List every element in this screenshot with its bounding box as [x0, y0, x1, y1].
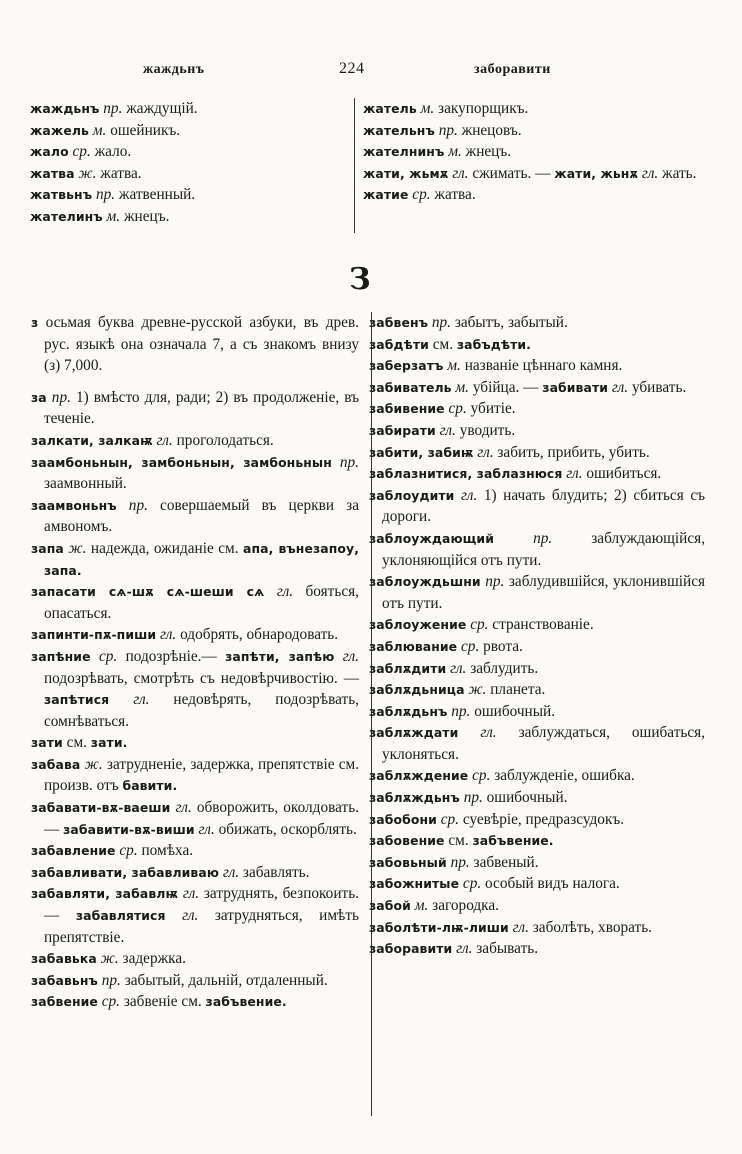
part-of-speech: ж.: [468, 681, 487, 699]
part-of-speech: гл.: [156, 431, 173, 449]
dictionary-entry: [363, 184, 709, 206]
part-of-speech: гл.: [512, 918, 529, 936]
definition: забвеный.: [473, 853, 539, 871]
dictionary-entry: [369, 420, 705, 442]
part-of-speech: гл.: [566, 465, 583, 483]
headword: заамбоньнын, замбоньнын, замбоньнын: [31, 454, 332, 470]
headword: зати: [31, 735, 63, 751]
part-of-speech: ж.: [68, 539, 87, 557]
headword: запѣние: [31, 648, 91, 664]
part-of-speech: ср.: [101, 993, 120, 1011]
definition: странствованіе.: [492, 616, 594, 634]
definition: убитіе.: [470, 400, 516, 418]
definition: заблудившійся, уклонившійся отъ пути.: [382, 573, 706, 612]
headword: залкати, залкаѭ: [31, 432, 153, 448]
headword: заблѫждьнъ: [369, 790, 460, 806]
definition: ошибочный.: [486, 789, 568, 807]
definition: жать.: [662, 164, 697, 182]
cross-reference: забъвение.: [472, 833, 554, 849]
dictionary-entry: [369, 787, 705, 809]
dictionary-entry: [31, 797, 359, 840]
top-left-column: [30, 98, 348, 228]
part-of-speech: м.: [414, 897, 429, 915]
dictionary-entry: [369, 701, 705, 723]
part-of-speech: ж.: [100, 950, 119, 968]
cross-reference: зати.: [90, 735, 128, 751]
dictionary-entry: [369, 398, 705, 420]
definition: жаждущій.: [126, 100, 198, 117]
part-of-speech: гл.: [456, 940, 473, 958]
dictionary-entry: [369, 809, 705, 831]
dictionary-entry: [369, 614, 705, 636]
headword: запѣти, запѣю: [225, 648, 335, 664]
headword: забой: [369, 898, 411, 914]
definition: жнецъ.: [465, 143, 512, 161]
part-of-speech: м.: [455, 378, 470, 396]
part-of-speech: ср.: [461, 637, 480, 655]
part-of-speech: гл.: [198, 820, 215, 838]
headword: заблоужение: [369, 617, 467, 633]
dictionary-entry: [369, 938, 705, 960]
part-of-speech: гл.: [182, 885, 200, 903]
headword: забавька: [31, 951, 97, 967]
headword: заберзатъ: [369, 358, 444, 374]
dictionary-entry: [369, 377, 705, 399]
dictionary-entry: [31, 452, 359, 495]
definition: подозрѣніе.—: [125, 647, 217, 665]
headword: забавити-вѫ-виши: [63, 821, 195, 837]
column-divider-top: [354, 98, 355, 233]
part-of-speech: м.: [448, 143, 462, 161]
part-of-speech: пр.: [485, 573, 505, 591]
part-of-speech: пр.: [128, 496, 148, 514]
headword: заблювание: [369, 638, 458, 654]
definition: забвеніе см.: [123, 993, 202, 1011]
dictionary-entry: [31, 862, 359, 884]
definition: см.: [66, 734, 87, 752]
dictionary-entry: [363, 98, 709, 120]
headword: забиватель: [369, 379, 452, 395]
headword: заблѫдьнъ: [369, 703, 448, 719]
dictionary-entry: [369, 485, 705, 528]
definition: обижать, оскорблять.: [218, 820, 357, 838]
definition: ошейникъ.: [110, 121, 181, 139]
headword: жатва: [30, 165, 75, 181]
headword: жатвьнъ: [30, 187, 93, 203]
part-of-speech: гл.: [450, 659, 467, 677]
definition: забывать.: [476, 940, 539, 958]
headword: забожнитые: [369, 876, 460, 892]
part-of-speech: гл.: [641, 164, 659, 182]
part-of-speech: ср.: [412, 186, 431, 204]
headword: забавати-вѫ-ваеши: [31, 800, 171, 816]
definition: см.: [432, 335, 454, 353]
dictionary-entry: [363, 120, 709, 142]
definition: бояться, опасаться.: [44, 583, 359, 622]
headword: забобони: [369, 811, 437, 827]
headword: забавлятися: [75, 908, 166, 924]
definition: названіе цѣннаго камня.: [464, 357, 623, 375]
part-of-speech: ср.: [72, 143, 91, 161]
part-of-speech: пр.: [533, 529, 553, 547]
part-of-speech: ср.: [462, 875, 482, 893]
headword: жатие: [363, 187, 409, 203]
part-of-speech: пр.: [51, 388, 71, 406]
headword: жателнинъ: [363, 144, 445, 160]
part-of-speech: гл.: [276, 583, 294, 601]
dictionary-entry: [369, 917, 705, 939]
headword: забдѣти: [369, 336, 429, 352]
running-head-right: заборавити: [474, 62, 551, 77]
cross-reference: апа, вънезапоу, запа.: [44, 540, 359, 578]
headword: забити, забиѭ: [369, 444, 474, 460]
headword: жательнъ: [363, 122, 435, 138]
part-of-speech: пр.: [438, 121, 458, 139]
dictionary-entry: [31, 312, 359, 377]
part-of-speech: гл.: [611, 378, 629, 396]
definition: жатва.: [100, 164, 142, 182]
definition: затрудняться, имѣть препятствіе.: [44, 907, 359, 946]
definition: ошибиться.: [586, 465, 662, 483]
dictionary-entry: [369, 658, 705, 680]
definition: затрудненіе, задержка, препятствіе см. произв. отъ: [44, 755, 360, 795]
definition: заамвонный.: [44, 475, 127, 493]
part-of-speech: пр.: [431, 314, 451, 331]
definition: задержка.: [122, 950, 186, 968]
dictionary-entry: [30, 184, 348, 206]
definition: убійца. —: [472, 378, 539, 396]
dictionary-entry: [31, 883, 359, 948]
part-of-speech: м.: [420, 100, 435, 117]
definition: жало.: [94, 143, 132, 161]
definition: жатвенный.: [118, 186, 196, 204]
part-of-speech: пр.: [103, 100, 123, 117]
dictionary-entry: [369, 355, 705, 377]
page-number: 224: [339, 60, 365, 77]
part-of-speech: гл.: [160, 626, 177, 644]
part-of-speech: гл.: [175, 799, 192, 817]
cross-reference: забъвение.: [205, 994, 287, 1010]
part-of-speech: ср.: [470, 616, 489, 634]
dictionary-entry: [31, 495, 359, 538]
dictionary-entry: [369, 895, 705, 917]
definition: ошибочный.: [474, 702, 556, 720]
definition: забить, прибить, убить.: [497, 443, 650, 461]
headword: заблѫждение: [369, 768, 469, 784]
headword: жатель: [363, 101, 417, 116]
definition: подозрѣвать, смотрѣть съ недовѣрчивостію. —: [44, 669, 359, 687]
running-head-left: жаждьнъ: [143, 62, 205, 77]
part-of-speech: ж.: [78, 164, 97, 182]
headword: заблѫдити: [369, 660, 447, 676]
headword: забвенъ: [369, 315, 429, 330]
part-of-speech: гл.: [452, 164, 469, 182]
definition: проголодаться.: [176, 431, 274, 449]
part-of-speech: гл.: [439, 421, 456, 439]
definition: суевѣріе, предразсудокъ.: [462, 810, 625, 828]
dictionary-entry: [369, 571, 705, 614]
headword: запѣтися: [44, 692, 110, 708]
headword: жажель: [30, 122, 89, 138]
definition: затруднять, безпокоить. —: [44, 885, 360, 925]
dictionary-entry: [369, 442, 705, 464]
headword: запа: [31, 540, 64, 556]
headword: з: [31, 315, 39, 330]
part-of-speech: пр.: [463, 789, 483, 807]
headword: забава: [31, 756, 81, 772]
main-right-column: [369, 312, 705, 960]
headword: заблазнитися, заблазнюся: [369, 466, 563, 482]
part-of-speech: гл.: [480, 724, 497, 742]
definition: заблуждаться, ошибаться, уклоняться.: [382, 724, 706, 763]
headword: заблоуждающий: [369, 530, 494, 546]
definition: жнецъ.: [123, 207, 170, 225]
headword: запасати сѧ-шѫ сѧ-шеши сѧ: [31, 584, 265, 600]
headword: забирати: [369, 422, 436, 438]
part-of-speech: м.: [92, 121, 107, 139]
definition: заблудить.: [470, 659, 539, 677]
dictionary-entry: [31, 991, 359, 1013]
headword: заболѣти-лѭ-лиши: [369, 919, 509, 935]
headword: за: [31, 389, 47, 405]
dictionary-entry: [31, 732, 359, 754]
headword: запинти-пѫ-пиши: [31, 627, 157, 643]
part-of-speech: ср.: [448, 400, 467, 418]
dictionary-entry: [30, 141, 348, 163]
headword: заборавити: [369, 941, 453, 957]
headword: забавляти, забавлѭ: [31, 886, 179, 902]
definition: рвота.: [483, 637, 523, 655]
definition: 1) начать блудить; 2) сбиться съ дороги.: [382, 486, 706, 526]
cross-reference: забъдѣти.: [456, 336, 531, 352]
dictionary-entry: [30, 120, 348, 142]
dictionary-entry: [369, 765, 705, 787]
definition: помѣха.: [141, 842, 194, 860]
dictionary-entry: [369, 312, 705, 334]
headword: жаждьнъ: [30, 101, 100, 116]
headword: забавливати, забавливаю: [31, 864, 219, 880]
definition: заблуждающійся, уклоняющійся отъ пути.: [382, 529, 706, 569]
part-of-speech: гл.: [133, 691, 150, 709]
dictionary-entry: [31, 387, 359, 430]
headword: заамвоньнъ: [31, 497, 117, 513]
dictionary-entry: [369, 873, 705, 895]
headword: жати, жьмѫ: [363, 165, 449, 181]
definition: жатва.: [434, 186, 476, 204]
headword: забавьнъ: [31, 972, 98, 988]
part-of-speech: гл.: [461, 486, 478, 504]
dictionary-entry: [31, 840, 359, 862]
definition: забавлять.: [242, 863, 310, 881]
part-of-speech: гл.: [342, 647, 359, 665]
headword: жателинъ: [30, 208, 103, 224]
top-right-column: [363, 98, 709, 206]
part-of-speech: гл.: [182, 907, 199, 925]
part-of-speech: ср.: [472, 767, 491, 785]
dictionary-entry: [31, 646, 359, 732]
headword: заблѫдьница: [369, 682, 465, 698]
definition: убивать.: [631, 378, 687, 396]
headword: жало: [30, 144, 69, 160]
definition: сжимать. —: [472, 164, 551, 182]
dictionary-entry: [369, 636, 705, 658]
headword: забивение: [369, 401, 445, 417]
part-of-speech: м.: [447, 357, 461, 375]
definition: загородка.: [432, 897, 499, 915]
dictionary-entry: [369, 463, 705, 485]
part-of-speech: пр.: [101, 971, 121, 989]
definition: уводить.: [459, 421, 516, 439]
dictionary-entry: [31, 948, 359, 970]
dictionary-entry: [30, 163, 348, 185]
headword: заблоуждьшни: [369, 574, 481, 590]
cross-reference: бавити.: [122, 778, 178, 794]
headword: жати, жьнѫ: [554, 165, 639, 181]
dictionary-entry: [31, 430, 359, 452]
part-of-speech: пр.: [95, 186, 116, 204]
definition: планета.: [490, 681, 546, 699]
part-of-speech: ж.: [84, 755, 103, 773]
dictionary-entry: [31, 970, 359, 992]
definition: закупорщикъ.: [438, 100, 529, 117]
definition: заболѣть, хворать.: [532, 918, 653, 936]
headword: забавление: [31, 843, 116, 859]
definition: 1) вмѣсто для, ради; 2) въ продолженіе, въ теченіе.: [44, 388, 360, 428]
definition: забытый, дальній, отдаленный.: [124, 971, 328, 989]
part-of-speech: ср.: [440, 810, 460, 828]
dictionary-entry: [369, 722, 705, 765]
headword: забвение: [31, 994, 98, 1010]
definition: заблужденіе, ошибка.: [494, 767, 635, 785]
definition: см.: [448, 832, 469, 850]
definition: особый видъ налога.: [485, 875, 620, 893]
part-of-speech: гл.: [222, 863, 240, 881]
dictionary-entry: [369, 528, 705, 571]
dictionary-entry: [363, 163, 709, 185]
definition: забытъ, забытый.: [454, 314, 568, 331]
dictionary-entry: [30, 206, 348, 228]
part-of-speech: пр.: [450, 853, 470, 871]
dictionary-entry: [369, 852, 705, 874]
definition: обворожить, околдовать. —: [44, 799, 359, 838]
dictionary-entry: [369, 679, 705, 701]
dictionary-entry: [30, 98, 348, 120]
definition: совершаемый въ церкви за амвономъ.: [44, 496, 359, 536]
dictionary-entry: [363, 141, 709, 163]
part-of-speech: пр.: [451, 702, 471, 720]
part-of-speech: м.: [106, 207, 121, 225]
part-of-speech: пр.: [339, 453, 359, 471]
headword: заблѫждати: [369, 725, 459, 741]
definition: осьмая буква древне-русской азбуки, въ древ. рус. языкѣ она означала 7, а съ знакомъ внизу (з) 7,000.: [44, 314, 359, 375]
section-letter: З: [349, 262, 371, 297]
part-of-speech: ср.: [119, 842, 138, 860]
headword: забовьный: [369, 854, 447, 870]
dictionary-entry: [31, 754, 359, 797]
part-of-speech: ср.: [98, 647, 118, 665]
headword: заблоудити: [369, 487, 455, 503]
dictionary-entry: [31, 581, 359, 624]
headword: забивати: [542, 379, 609, 395]
headword: забовение: [369, 833, 445, 849]
part-of-speech: гл.: [477, 443, 494, 461]
dictionary-entry: [369, 334, 705, 356]
definition: жнецовъ.: [461, 121, 522, 139]
definition: надежда, ожиданіе см.: [90, 539, 239, 557]
main-left-column: [31, 312, 359, 1013]
dictionary-entry: [31, 538, 359, 581]
dictionary-entry: [31, 624, 359, 646]
definition: недовѣрять, подозрѣвать, сомнѣваться.: [44, 691, 360, 730]
dictionary-entry: [369, 830, 705, 852]
definition: одобрять, обнародовать.: [180, 626, 339, 644]
